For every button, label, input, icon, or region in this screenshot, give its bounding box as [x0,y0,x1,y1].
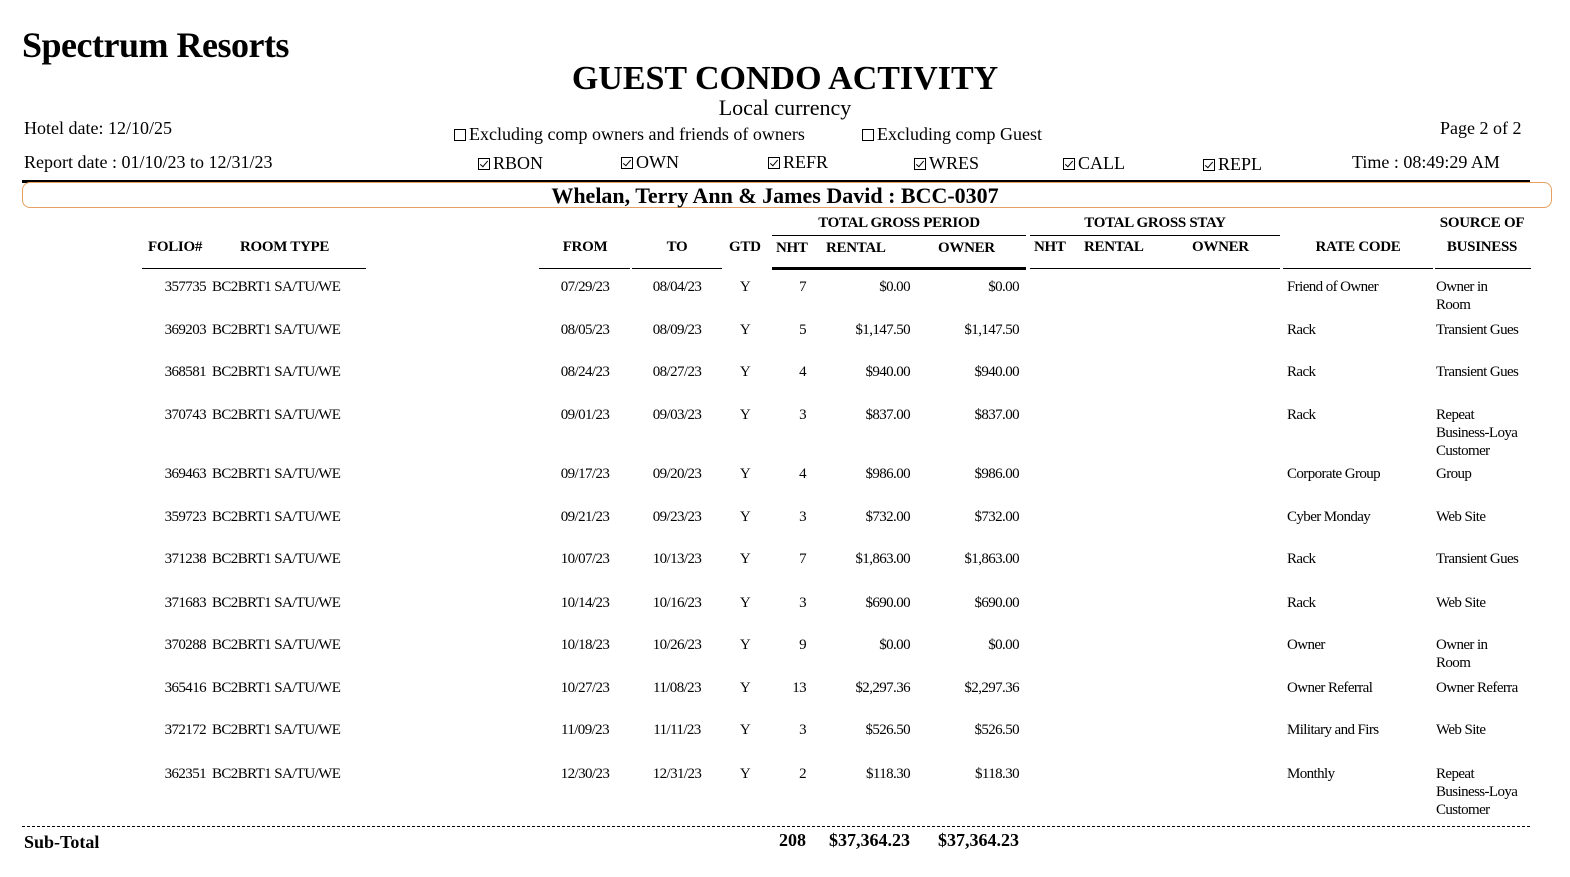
report-title: GUEST CONDO ACTIVITY [571,60,999,97]
cell-owner: $940.00 [974,364,1019,380]
cell-owner: $1,147.50 [964,322,1019,338]
cell-source: Web Site [1436,722,1486,738]
cell-owner: $0.00 [988,279,1019,295]
col-period-group: TOTAL GROSS PERIOD [818,215,980,231]
own-checkbox [621,157,633,169]
cell-room: BC2BRT1 SA/TU/WE [212,722,341,738]
cell-to: 09/03/23 [652,407,702,423]
cell-gtd: Y [739,722,751,738]
cell-rate: Military and Firs [1287,722,1379,738]
filter-exclude-comp-owners: Excluding comp owners and friends of owners [454,124,805,145]
cell-from: 10/27/23 [560,680,610,696]
cell-to: 09/23/23 [652,509,702,525]
rate-rule [1283,268,1433,269]
stay-rule [1030,268,1280,269]
from-rule [539,268,630,269]
cell-room: BC2BRT1 SA/TU/WE [212,766,341,782]
cell-gtd: Y [739,279,751,295]
cell-gtd: Y [739,551,751,567]
cell-nht: 7 [799,551,806,567]
exclude-comp-guest-checkbox [862,129,874,141]
cell-owner: $986.00 [974,466,1019,482]
report-date: Report date : 01/10/23 to 12/31/23 [24,152,273,172]
cell-from: 11/09/23 [561,722,609,738]
period-group-rule [772,235,1026,236]
cell-to: 10/26/23 [652,637,702,653]
report-time: Time : 08:49:29 AM [1352,152,1500,172]
cell-source: Repeat [1436,766,1475,782]
cell-source: Customer [1436,802,1490,818]
cell-folio: 362351 [164,766,206,782]
company-name: Spectrum Resorts [22,25,289,65]
col-rental: RENTAL [826,240,886,256]
guest-name: Whelan, Terry Ann & James David : BCC-0307 [551,183,999,208]
cell-folio: 365416 [164,680,206,696]
col-stay-nht: NHT [1034,239,1066,255]
col-folio: FOLIO# [148,239,203,255]
cell-owner: $526.50 [974,722,1019,738]
to-rule [632,268,722,269]
col-rate-code: RATE CODE [1315,239,1401,255]
cell-rental: $690.00 [865,595,910,611]
code-wres: WRES [914,153,979,174]
code-rbon: RBON [478,153,543,174]
cell-room: BC2BRT1 SA/TU/WE [212,466,341,482]
cell-nht: 7 [799,279,806,295]
rbon-checkbox [478,158,490,170]
cell-rental: $1,863.00 [855,551,910,567]
cell-gtd: Y [739,364,751,380]
cell-rental: $986.00 [865,466,910,482]
cell-source: Transient Gues [1436,364,1519,380]
subtotal-label: Sub-Total [24,832,100,852]
cell-source: Web Site [1436,509,1486,525]
currency-label: Local currency [718,95,852,120]
cell-from: 09/17/23 [560,466,610,482]
cell-source: Web Site [1436,595,1486,611]
cell-to: 11/08/23 [653,680,701,696]
col-source-line1: SOURCE OF [1439,215,1525,231]
cell-source: Room [1436,297,1471,313]
cell-rate: Corporate Group [1287,466,1381,482]
hotel-date: Hotel date: 12/10/25 [24,118,172,138]
code-refr: REFR [768,152,828,173]
cell-source: Room [1436,655,1471,671]
cell-to: 12/31/23 [652,766,702,782]
cell-folio: 368581 [164,364,206,380]
cell-nht: 3 [799,595,806,611]
call-checkbox [1063,158,1075,170]
col-source-line2: BUSINESS [1446,239,1518,255]
cell-from: 08/05/23 [560,322,610,338]
cell-from: 12/30/23 [560,766,610,782]
cell-nht: 2 [799,766,806,782]
code-own: OWN [621,152,679,173]
col-from: FROM [562,239,608,255]
refr-checkbox [768,157,780,169]
cell-rate: Owner Referral [1287,680,1373,696]
period-rule [772,267,1026,270]
cell-rate: Rack [1287,551,1316,567]
cell-nht: 3 [799,407,806,423]
cell-to: 11/11/23 [653,722,701,738]
cell-source: Transient Gues [1436,322,1519,338]
cell-owner: $837.00 [974,407,1019,423]
cell-from: 08/24/23 [560,364,610,380]
cell-to: 09/20/23 [652,466,702,482]
cell-rental: $0.00 [879,279,910,295]
cell-owner: $732.00 [974,509,1019,525]
stay-group-rule [1030,235,1280,236]
col-room-type: ROOM TYPE [240,239,330,255]
cell-source: Repeat [1436,407,1475,423]
col-nht: NHT [776,240,808,256]
cell-nht: 4 [799,466,806,482]
cell-source: Owner in [1436,279,1488,295]
cell-gtd: Y [739,466,751,482]
cell-rate: Rack [1287,364,1316,380]
col-stay-rental: RENTAL [1084,239,1144,255]
cell-rental: $1,147.50 [855,322,910,338]
cell-folio: 369463 [164,466,206,482]
cell-rental: $0.00 [879,637,910,653]
cell-room: BC2BRT1 SA/TU/WE [212,322,341,338]
cell-nht: 4 [799,364,806,380]
cell-folio: 370288 [164,637,206,653]
cell-gtd: Y [739,637,751,653]
cell-rate: Rack [1287,595,1316,611]
cell-to: 10/16/23 [652,595,702,611]
repl-checkbox [1203,159,1215,171]
subtotal-divider [22,826,1530,827]
cell-room: BC2BRT1 SA/TU/WE [212,509,341,525]
code-repl: REPL [1203,154,1262,175]
filter-exclude-comp-guest: Excluding comp Guest [862,124,1042,145]
code-call: CALL [1063,153,1125,174]
cell-gtd: Y [739,322,751,338]
cell-source: Owner in [1436,637,1488,653]
cell-from: 09/21/23 [560,509,610,525]
cell-room: BC2BRT1 SA/TU/WE [212,595,341,611]
cell-folio: 359723 [164,509,206,525]
cell-from: 09/01/23 [560,407,610,423]
cell-room: BC2BRT1 SA/TU/WE [212,637,341,653]
cell-rental: $940.00 [865,364,910,380]
cell-source: Transient Gues [1436,551,1519,567]
cell-source: Customer [1436,443,1490,459]
wres-checkbox [914,158,926,170]
cell-nht: 13 [792,680,806,696]
cell-source: Group [1436,466,1472,482]
subtotal-owner: $37,364.23 [938,830,1019,850]
cell-to: 08/04/23 [652,279,702,295]
cell-folio: 372172 [164,722,206,738]
subtotal-rental: $37,364.23 [829,830,910,850]
cell-from: 07/29/23 [560,279,610,295]
cell-from: 10/07/23 [560,551,610,567]
cell-source: Owner Referra [1436,680,1518,696]
cell-from: 10/18/23 [560,637,610,653]
cell-room: BC2BRT1 SA/TU/WE [212,364,341,380]
cell-gtd: Y [739,407,751,423]
cell-rental: $118.30 [866,766,910,782]
subtotal-nht: 208 [779,830,806,850]
cell-owner: $690.00 [974,595,1019,611]
cell-rate: Rack [1287,407,1316,423]
cell-owner: $0.00 [988,637,1019,653]
cell-gtd: Y [739,595,751,611]
cell-to: 08/27/23 [652,364,702,380]
cell-rate: Monthly [1287,766,1335,782]
cell-rate: Friend of Owner [1287,279,1378,295]
cell-folio: 357735 [164,279,206,295]
cell-owner: $2,297.36 [964,680,1019,696]
cell-rate: Cyber Monday [1287,509,1371,525]
cell-folio: 371683 [164,595,206,611]
cell-folio: 369203 [164,322,206,338]
cell-nht: 3 [799,509,806,525]
col-gtd: GTD [729,239,761,255]
col-stay-group: TOTAL GROSS STAY [1084,215,1226,231]
cell-rate: Owner [1287,637,1325,653]
cell-source: Business-Loya [1436,784,1518,800]
cell-rental: $837.00 [865,407,910,423]
col-stay-owner: OWNER [1192,239,1249,255]
col-owner: OWNER [938,240,995,256]
cell-rate: Rack [1287,322,1316,338]
cell-rental: $732.00 [865,509,910,525]
cell-gtd: Y [739,766,751,782]
page-number: Page 2 of 2 [1440,118,1522,138]
cell-gtd: Y [739,680,751,696]
cell-gtd: Y [739,509,751,525]
cell-nht: 5 [799,322,806,338]
cell-nht: 9 [799,637,806,653]
cell-nht: 3 [799,722,806,738]
cell-room: BC2BRT1 SA/TU/WE [212,680,341,696]
cell-rental: $526.50 [865,722,910,738]
folio-room-rule [142,268,366,269]
cell-room: BC2BRT1 SA/TU/WE [212,551,341,567]
cell-owner: $118.30 [975,766,1019,782]
source-rule [1435,268,1531,269]
cell-to: 08/09/23 [652,322,702,338]
cell-folio: 371238 [164,551,206,567]
cell-folio: 370743 [164,407,206,423]
cell-to: 10/13/23 [652,551,702,567]
col-to: TO [666,239,688,255]
cell-room: BC2BRT1 SA/TU/WE [212,407,341,423]
exclude-comp-owners-checkbox [454,129,466,141]
cell-owner: $1,863.00 [964,551,1019,567]
cell-source: Business-Loya [1436,425,1518,441]
cell-rental: $2,297.36 [855,680,910,696]
cell-from: 10/14/23 [560,595,610,611]
cell-room: BC2BRT1 SA/TU/WE [212,279,341,295]
